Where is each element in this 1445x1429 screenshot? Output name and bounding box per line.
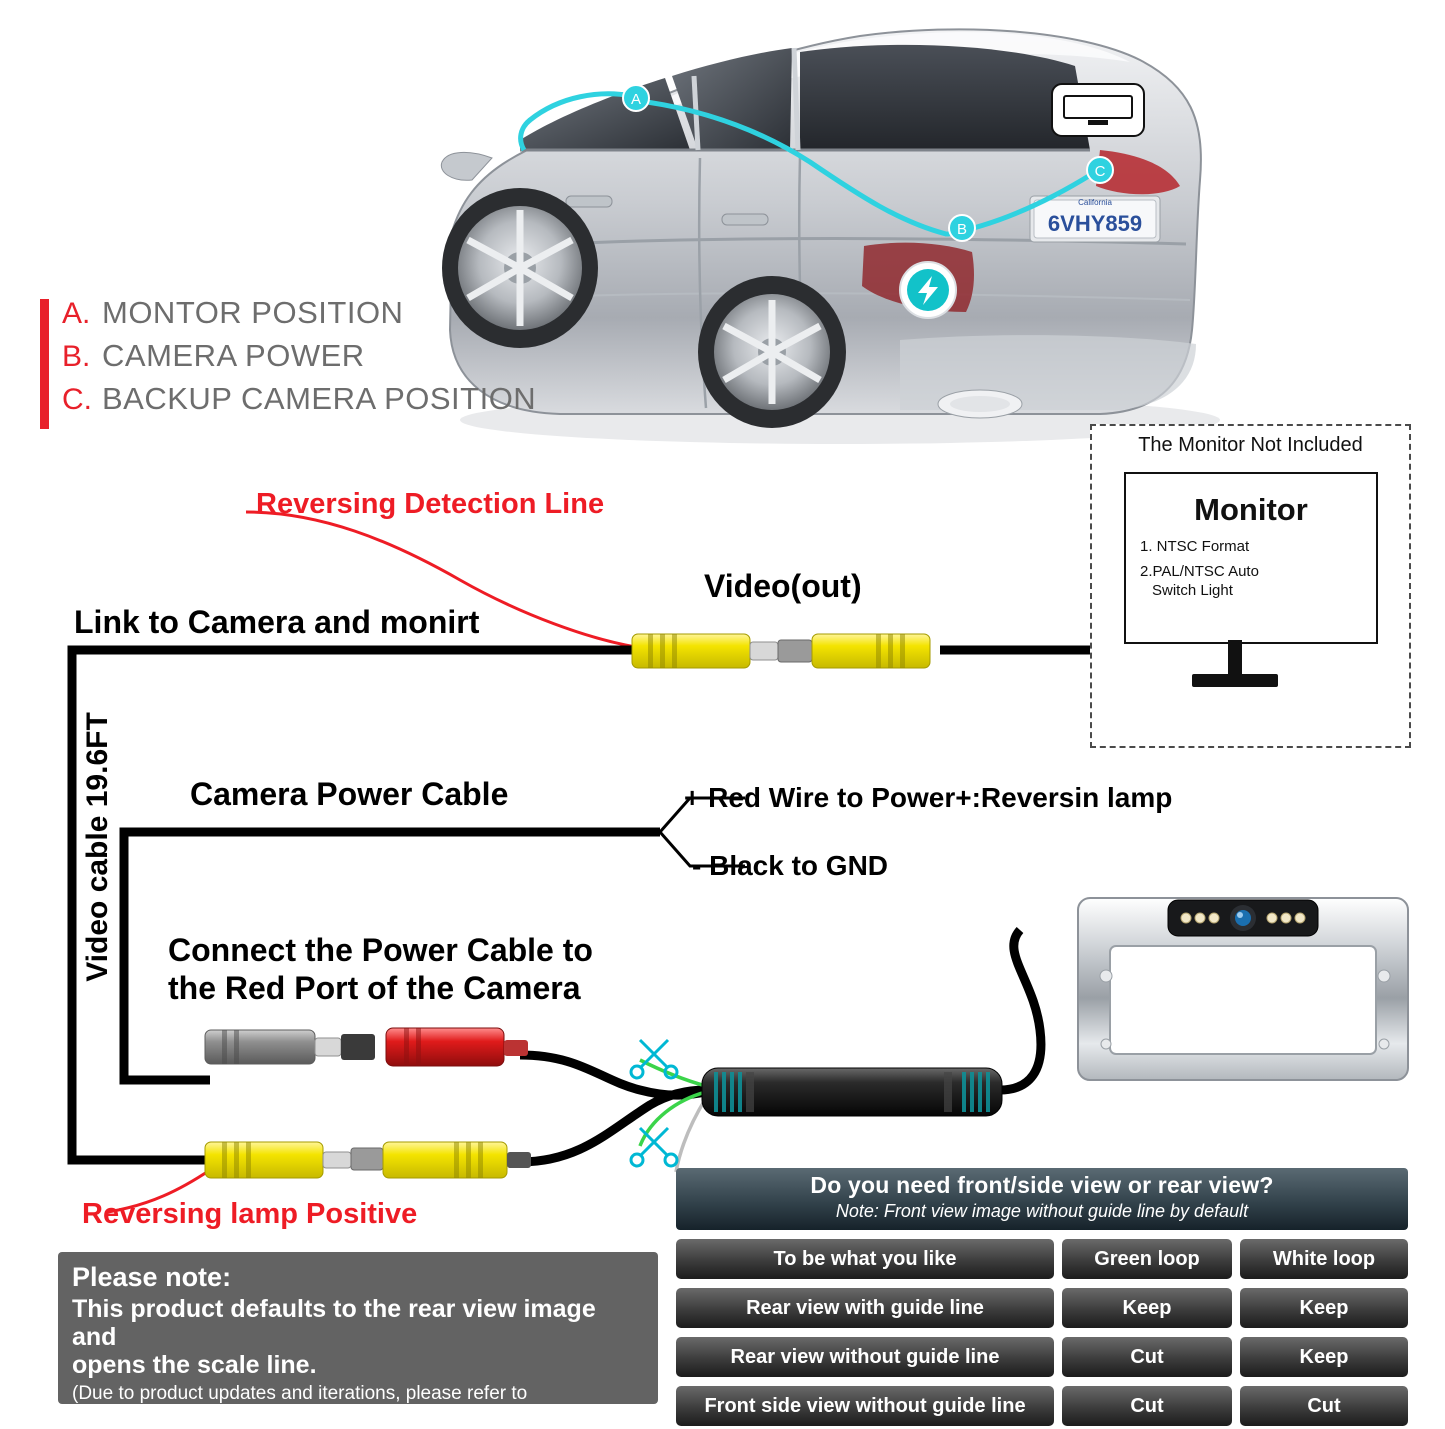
please-note-box: [58, 1252, 658, 1427]
table-cell-green: Cut: [1062, 1337, 1232, 1377]
table-row: [676, 1288, 1408, 1328]
note-line-1: This product defaults to the rear view image and: [72, 1295, 596, 1351]
note-small-2: the manual for installation methods and precautions.): [72, 1405, 519, 1427]
svg-text:A: A: [630, 91, 642, 108]
legend: [40, 295, 660, 424]
table-cell-option: To be what you like: [676, 1239, 1054, 1279]
monitor-title: Monitor: [1194, 492, 1308, 527]
monitor-spec-1: 1. NTSC Format: [1140, 538, 1250, 555]
legend-label-c: BACKUP CAMERA POSITION: [102, 381, 537, 416]
note-heading: Please note:: [72, 1262, 232, 1292]
label-reversing-detection-line: Reversing Detection Line: [256, 488, 605, 520]
note-small-1: (Due to product updates and iterations, please refer to: [72, 1383, 528, 1404]
label-red-wire: + Red Wire to Power+:Reversin lamp: [684, 782, 1173, 813]
table-row: [676, 1239, 1408, 1279]
monitor-stand: [1228, 640, 1242, 674]
table-note: Note: Front view image without guide line by default: [835, 1201, 1249, 1221]
svg-text:6VHY859: 6VHY859: [1047, 211, 1143, 236]
label-connect-power-cable: [168, 932, 593, 1008]
table-question: Do you need front/side view or rear view?: [810, 1172, 1274, 1198]
label-link-to-camera: Link to Camera and monirt: [74, 604, 480, 640]
svg-text:California: California: [1078, 198, 1112, 207]
label-connect-power-cable-line2: the Red Port of the Camera: [168, 969, 581, 1006]
legend-accent-bar: [40, 299, 49, 429]
table-row: [676, 1386, 1408, 1426]
table-header: [676, 1168, 1408, 1230]
monitor-spec-3: Switch Light: [1152, 581, 1233, 599]
monitor-base: [1192, 674, 1278, 687]
label-connect-power-cable-line1: Connect the Power Cable to: [168, 932, 593, 968]
label-camera-power-cable: Camera Power Cable: [190, 776, 509, 812]
monitor-not-included-box: [1090, 424, 1411, 748]
label-reversing-lamp-positive: Reversing lamp Positive: [82, 1198, 418, 1230]
legend-item-a: [62, 295, 660, 338]
svg-text:B: B: [956, 221, 968, 238]
table-cell-option: Rear view with guide line: [676, 1288, 1054, 1328]
label-video-out: Video(out): [704, 568, 862, 604]
legend-item-c: [62, 381, 660, 424]
table-cell-green: Cut: [1062, 1386, 1232, 1426]
table-cell-green: Green loop: [1062, 1239, 1232, 1279]
table-cell-option: Front side view without guide line: [676, 1386, 1054, 1426]
table-cell-white: Keep: [1240, 1288, 1408, 1328]
legend-letter-b: B.: [62, 340, 91, 373]
legend-letter-a: A.: [62, 297, 91, 330]
label-black-wire: - Black to GND: [692, 850, 889, 881]
table-cell-white: Keep: [1240, 1337, 1408, 1377]
monitor-spec-2: 2.PAL/NTSC Auto: [1140, 563, 1259, 580]
table-cell-green: Keep: [1062, 1288, 1232, 1328]
note-line-2: opens the scale line.: [72, 1351, 317, 1379]
legend-item-b: [62, 338, 660, 381]
table-row: [676, 1337, 1408, 1377]
monitor-caption: The Monitor Not Included: [1138, 434, 1363, 456]
monitor-screen: [1124, 472, 1378, 644]
legend-letter-c: C.: [62, 383, 92, 416]
table-cell-option: Rear view without guide line: [676, 1337, 1054, 1377]
legend-label-a: MONTOR POSITION: [102, 295, 404, 330]
table-cell-white: Cut: [1240, 1386, 1408, 1426]
legend-label-b: CAMERA POWER: [102, 338, 365, 373]
table-cell-white: White loop: [1240, 1239, 1408, 1279]
label-video-cable-length: Video cable 19.6FT: [81, 712, 114, 982]
svg-text:C: C: [1094, 163, 1106, 180]
view-mode-table: [676, 1168, 1408, 1426]
